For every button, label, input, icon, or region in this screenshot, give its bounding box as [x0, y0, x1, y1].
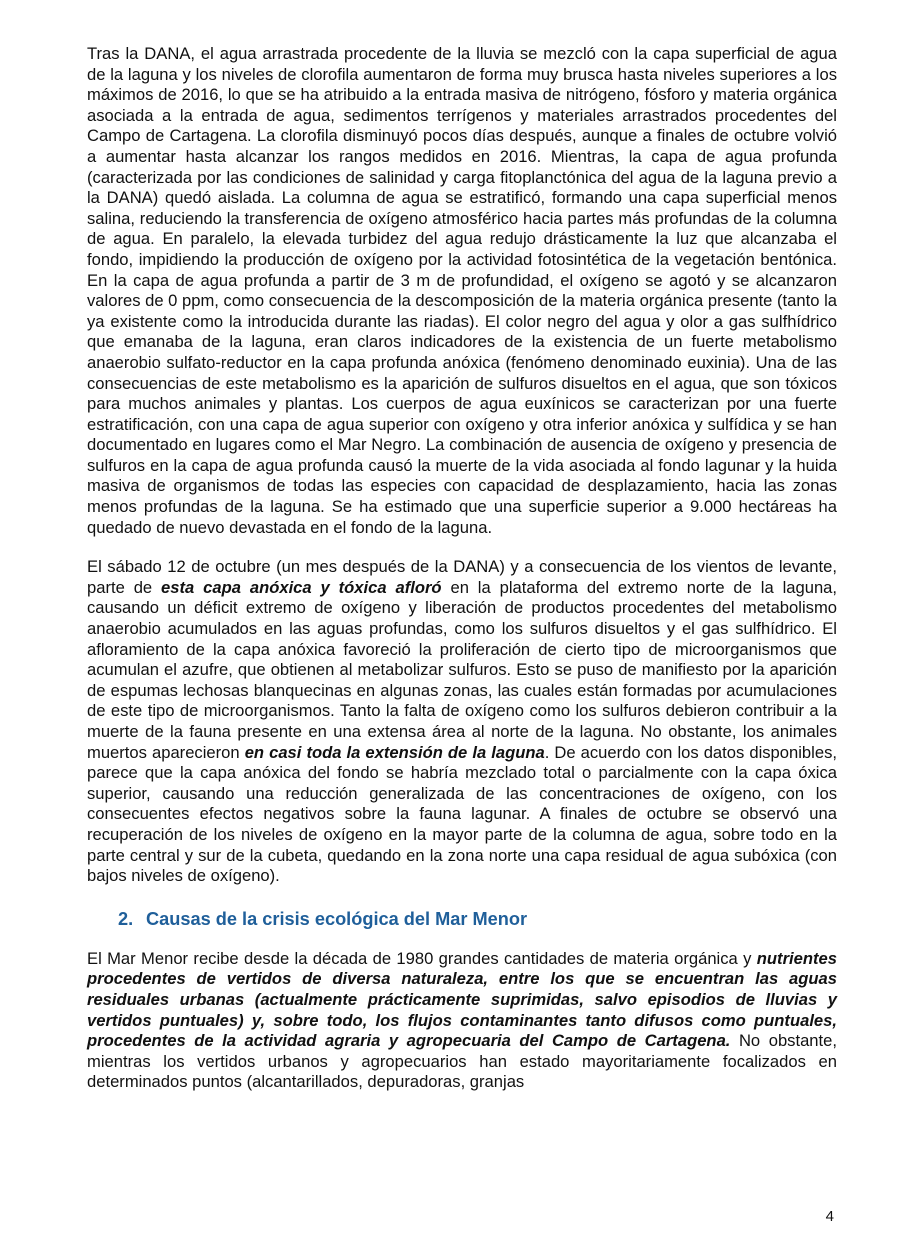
document-body [87, 44, 837, 1093]
paragraph-text: en la plataforma del extremo norte de la laguna, causando un déficit extremo de oxígeno y liberación de productos procedentes del metabolismo anaerobio acumulados en las aguas profundas, como los sulfuros disueltos y el gas sulfhídrico. El afloramiento de la capa anóxica favoreció la proliferación de cierto tipo de microorganismos que acumulan el azufre, que obtienen al metabolizar sulfuros. Esto se puso de manifiesto por la aparición de espumas lechosas blanquecinas en algunas zonas, las cuales están formadas por acumulaciones de este tipo de microorganismos. Tanto la falta de oxígeno como los sulfuros debieron contribuir a la muerte de la fauna presente en una extensa área al norte de la laguna. No obstante, los animales muertos aparecieron [87, 577, 838, 762]
paragraph-text: El sábado 12 de octubre (un mes después de la DANA) y a consecuencia de los vientos de levante, parte de [87, 557, 837, 597]
paragraph-text: El Mar Menor recibe desde la década de 1980 grandes cantidades de materia orgánica y [87, 948, 757, 968]
paragraph-text: . De acuerdo con los datos disponibles, parece que la capa anóxica del fondo se habría mezclado total o parcialmente con la capa óxica superior, causando una reducción generalizada de las concentraciones de oxígeno, con los consecuentes efectos negativos sobre la fauna lagunar. A finales de octubre se observó una recuperación de los niveles de oxígeno en la mayor parte de la columna de agua, sobre todo en la parte central y sur de la cubeta, quedando en la zona norte una capa residual de agua subóxica (con bajos niveles de oxígeno). [87, 742, 837, 886]
emphasized-text: nutrientes procedentes de vertidos de diversa naturaleza, entre los que se encuentran las aguas residuales urbanas (actualmente prácticamente suprimidas, salvo episodios de lluvias y vertidos puntuales) y, sobre todo, los flujos contaminantes tanto difusos como puntuales, procedentes de la actividad agraria y agropecuaria del Campo de Cartagena. [87, 948, 837, 1051]
section-number: 2. [118, 908, 134, 929]
paragraph-text: No obstante, mientras los vertidos urbanos y agropecuarios han estado mayoritariamente focalizados en determinados puntos (alcantarillados, depuradoras, granjas [87, 1031, 837, 1092]
paragraph-text: Tras la DANA, el agua arrastrada procedente de la lluvia se mezcló con la capa superficial de agua de la laguna y los niveles de clorofila aumentaron de forma muy brusca hasta niveles superiores a los máximos de 2016, lo que se ha atribuido a la entrada masiva de nitrógeno, fósforo y materia orgánica asociada a la entrada de agua, sedimentos terrígenos y materiales arrastrados procedentes del Campo de Cartagena. La clorofila disminuyó pocos días después, aunque a finales de octubre volvió a aumentar hasta alcanzar los rangos medidos en 2016. Mientras, la capa de agua profunda (caracterizada por las condiciones de salinidad y carga fitoplanctónica del agua de la laguna previo a la DANA) quedó aislada. La columna de agua se estratificó, formando una capa superficial menos salina, reduciendo la transferencia de oxígeno atmosférico hacia partes más profundas de la columna de agua. En paralelo, la elevada turbidez del agua redujo drásticamente la luz que alcanzaba el fondo, impidiendo la producción de oxígeno por la actividad fotosintética de la vegetación bentónica. En la capa de agua profunda a partir de 3 m de profundidad, el oxígeno se agotó y se alcanzaron valores de 0 ppm, como consecuencia de la descomposición de la materia orgánica presente (tanto la ya existente como la introducida durante las riadas). El color negro del agua y olor a gas sulfhídrico que emanaba de la laguna, eran claros indicadores de la existencia de un fuerte metabolismo anaerobio sulfato-reductor en la capa profunda anóxica (fenómeno denominado euxinia). Una de las consecuencias de este metabolismo es la aparición de sulfuros disueltos en el agua, que son tóxicos para muchos animales y plantas. Los cuerpos de agua euxínicos se caracterizan por una fuerte estratificación, con una capa de agua superior con oxígeno y otra inferior anóxica y sulfídica y se han documentado en lugares como el Mar Negro. La combinación de ausencia de oxígeno y presencia de sulfuros en la capa de agua profunda causó la muerte de la vida asociada al fondo lagunar y la huida masiva de organismos de todas las especies con capacidad de desplazamiento, hacia las zonas menos profundas de la laguna. Se ha estimado que una superficie superior a 9.000 hectáreas ha quedado de nuevo devastada en el fondo de la laguna. [87, 44, 837, 537]
page-number: 4 [825, 1208, 834, 1225]
section-title: Causas de la crisis ecológica del Mar Menor [146, 908, 528, 929]
emphasized-text: en casi toda la extensión de la laguna [244, 742, 545, 762]
section-heading [118, 907, 837, 931]
body-paragraph-causes [87, 949, 837, 1093]
emphasized-text: esta capa anóxica y tóxica afloró [161, 577, 442, 597]
body-paragraph-dana-effects [87, 44, 837, 538]
body-paragraph-anoxic-layer [87, 557, 837, 887]
